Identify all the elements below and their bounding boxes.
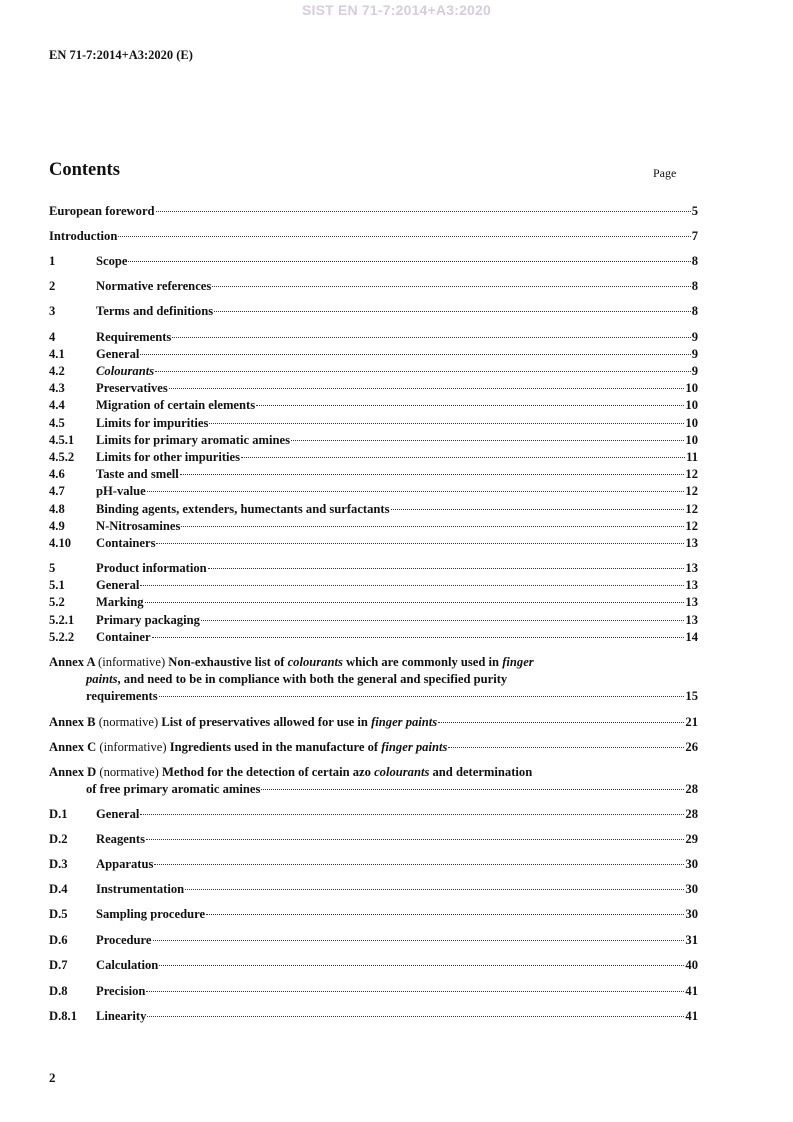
toc-entry-page: 12 — [685, 484, 698, 498]
toc-entry-label: Preservatives — [96, 381, 168, 395]
toc-entry-label: Requirements — [96, 330, 172, 344]
toc-entry-label: Limits for other impurities — [96, 450, 240, 464]
toc-entry-number: D.1 — [49, 807, 68, 821]
toc-entry-label: European foreword — [49, 204, 155, 218]
annex-b-kind: (normative) — [98, 715, 159, 729]
toc-entry-number: 4.4 — [49, 398, 65, 412]
toc-entry-label: Instrumentation — [96, 882, 185, 896]
toc-entry[interactable] — [49, 330, 698, 345]
toc-entry-label: Binding agents, extenders, humectants and surfactants — [96, 502, 390, 516]
leader-dots — [201, 619, 685, 621]
toc-entry-page: 11 — [686, 450, 698, 464]
toc-entry-number: D.3 — [49, 857, 68, 871]
toc-entry-page: 10 — [685, 416, 698, 430]
toc-entry-page: 30 — [685, 907, 698, 921]
annex-d-name: Annex D — [49, 765, 97, 779]
toc-entry[interactable] — [49, 347, 698, 362]
toc-entry-number: D.5 — [49, 907, 68, 921]
annex-a-page: 15 — [685, 689, 698, 703]
toc-entry[interactable] — [49, 857, 698, 872]
leader-dots — [448, 746, 684, 748]
annex-b-title-a: List of preservatives allowed for use in — [161, 715, 372, 729]
toc-entry-label: Procedure — [96, 933, 152, 947]
toc-entry-annex-c[interactable] — [49, 740, 698, 755]
toc-entry-page: 10 — [685, 433, 698, 447]
leader-dots — [152, 636, 685, 638]
toc-entry-page: 12 — [685, 467, 698, 481]
leader-dots — [172, 336, 690, 338]
toc-entry-page: 28 — [685, 807, 698, 821]
toc-entry-page: 31 — [685, 933, 698, 947]
toc-entry-label: Apparatus — [96, 857, 154, 871]
toc-entry[interactable] — [49, 630, 698, 645]
annex-a-title-3: requirements — [86, 689, 158, 703]
toc-entry-page: 13 — [685, 595, 698, 609]
toc-entry-page: 9 — [691, 330, 698, 344]
annex-b-page: 21 — [685, 715, 698, 729]
leader-dots — [147, 1015, 684, 1017]
toc-entry[interactable] — [49, 958, 698, 973]
toc-entry-label: Primary packaging — [96, 613, 200, 627]
toc-entry[interactable] — [49, 204, 698, 219]
annex-b-name: Annex B — [49, 715, 96, 729]
toc-entry-page: 30 — [685, 857, 698, 871]
leader-dots — [180, 473, 685, 475]
toc-entry[interactable] — [49, 595, 698, 610]
toc-entry[interactable] — [49, 561, 698, 576]
toc-entry[interactable] — [49, 536, 698, 551]
leader-dots — [291, 439, 684, 441]
leader-dots — [146, 990, 684, 992]
toc-entry-label: Limits for impurities — [96, 416, 209, 430]
leader-dots — [145, 601, 685, 603]
toc-entry-label: pH-value — [96, 484, 146, 498]
annex-c-title-a: Ingredients used in the manufacture of — [169, 740, 382, 754]
toc-entry-number: 4.6 — [49, 467, 65, 481]
leader-dots — [159, 964, 684, 966]
page-column-label: Page — [653, 166, 677, 180]
toc-entry-page: 8 — [691, 254, 698, 268]
leader-dots — [181, 525, 684, 527]
toc-entry[interactable] — [49, 984, 698, 999]
leader-dots — [154, 863, 684, 865]
toc-entry-number: 4.5 — [49, 416, 65, 430]
toc-entry[interactable] — [49, 807, 698, 822]
toc-entry-page: 10 — [685, 398, 698, 412]
leader-dots — [118, 235, 690, 237]
annex-a-kind: (informative) — [98, 655, 166, 669]
toc-entry[interactable] — [49, 304, 698, 319]
toc-entry-number: 4.2 — [49, 364, 65, 378]
toc-entry-label: Containers — [96, 536, 156, 550]
toc-entry-number: 4.10 — [49, 536, 72, 550]
toc-entry-page: 12 — [685, 502, 698, 516]
toc-entry-number: 4.7 — [49, 484, 65, 498]
leader-dots — [146, 838, 684, 840]
leader-dots — [261, 788, 684, 790]
toc-entry[interactable] — [49, 229, 698, 244]
annex-c-title-b: finger paints — [381, 740, 448, 754]
leader-dots — [212, 285, 690, 287]
leader-dots — [140, 813, 684, 815]
annex-d-kind: (normative) — [99, 765, 159, 779]
annex-d-page: 28 — [685, 782, 698, 796]
leader-dots — [156, 542, 684, 544]
contents-title: Contents — [49, 160, 120, 180]
toc-entry-number: D.8 — [49, 984, 68, 998]
toc-entry[interactable] — [49, 882, 698, 897]
leader-dots — [185, 888, 684, 890]
toc-entry[interactable] — [49, 254, 698, 269]
toc-entry[interactable] — [49, 502, 698, 517]
toc-entry-number: D.8.1 — [49, 1009, 77, 1023]
toc-entry-number: D.6 — [49, 933, 68, 947]
toc-entry-page: 13 — [685, 613, 698, 627]
leader-dots — [147, 490, 685, 492]
toc-entry-number: 4.1 — [49, 347, 65, 361]
annex-a-name: Annex A — [49, 655, 95, 669]
annex-d-title-2: of free primary aromatic amines — [86, 782, 261, 796]
annex-c-name: Annex C — [49, 740, 97, 754]
toc-entry-number: 4.5.2 — [49, 450, 75, 464]
annex-c-page: 26 — [685, 740, 698, 754]
toc-entry-label: Linearity — [96, 1009, 147, 1023]
toc-entry-page: 7 — [691, 229, 698, 243]
toc-entry[interactable] — [49, 467, 698, 482]
annex-d-title-1c: and determination — [429, 765, 533, 779]
leader-dots — [206, 913, 684, 915]
toc-entry-label: Limits for primary aromatic amines — [96, 433, 291, 447]
leader-dots — [159, 695, 685, 697]
annex-a-title-1a: Non-exhaustive list of — [168, 655, 288, 669]
toc-entry-label: Scope — [96, 254, 128, 268]
leader-dots — [153, 939, 685, 941]
leader-dots — [169, 387, 685, 389]
toc-entry-page: 13 — [685, 578, 698, 592]
toc-entry-annex-a[interactable] — [49, 655, 698, 704]
toc-entry-label: Precision — [96, 984, 146, 998]
toc-entry-number: 5 — [49, 561, 56, 575]
toc-entry-page: 8 — [691, 304, 698, 318]
toc-entry-number: 1 — [49, 254, 56, 268]
toc-entry-number: 5.1 — [49, 578, 65, 592]
toc-entry-label: Calculation — [96, 958, 159, 972]
toc-entry-label: General — [96, 347, 140, 361]
leader-dots — [214, 310, 691, 312]
toc-entry-page: 9 — [691, 347, 698, 361]
toc-entry-page: 5 — [691, 204, 698, 218]
leader-dots — [256, 404, 684, 406]
toc-entry-number: 4.3 — [49, 381, 65, 395]
toc-entry[interactable] — [49, 933, 698, 948]
toc-entry-label: General — [96, 807, 140, 821]
toc-entry-label: General — [96, 578, 140, 592]
toc-entry[interactable] — [49, 484, 698, 499]
toc-entry[interactable] — [49, 416, 698, 431]
leader-dots — [438, 721, 684, 723]
toc-entry-number: 4.9 — [49, 519, 65, 533]
leader-dots — [155, 370, 691, 372]
toc-entry-number: 5.2 — [49, 595, 65, 609]
toc-entry[interactable] — [49, 433, 698, 448]
toc-entry-label: Migration of certain elements — [96, 398, 256, 412]
toc-entry[interactable] — [49, 450, 698, 465]
toc-entry[interactable] — [49, 1009, 698, 1024]
toc-entry[interactable] — [49, 832, 698, 847]
leader-dots — [128, 260, 690, 262]
toc-entry-number: 3 — [49, 304, 56, 318]
toc-entry-number: D.7 — [49, 958, 68, 972]
toc-entry-label: Colourants — [96, 364, 155, 378]
toc-entry[interactable] — [49, 381, 698, 396]
toc-entry-label: Terms and definitions — [96, 304, 214, 318]
toc-entry[interactable] — [49, 613, 698, 628]
annex-d-title-1b: colourants — [374, 765, 430, 779]
toc-entry-page: 30 — [685, 882, 698, 896]
toc-entry-label: Product information — [96, 561, 207, 575]
leader-dots — [209, 422, 684, 424]
toc-entry[interactable] — [49, 398, 698, 413]
leader-dots — [208, 567, 685, 569]
toc-entry-label: Introduction — [49, 229, 118, 243]
toc-entry-number: D.4 — [49, 882, 68, 896]
toc-entry-label: Marking — [96, 595, 144, 609]
toc-entry-label: Taste and smell — [96, 467, 179, 481]
toc-entry[interactable] — [49, 519, 698, 534]
toc-entry[interactable] — [49, 578, 698, 593]
annex-d-title-1a: Method for the detection of certain azo — [162, 765, 375, 779]
toc-entry-page: 13 — [685, 561, 698, 575]
toc-entry[interactable] — [49, 279, 698, 294]
toc-entry-number: 4 — [49, 330, 56, 344]
toc-entry-page: 41 — [685, 984, 698, 998]
leader-dots — [241, 456, 685, 458]
toc-entry-number: 4.5.1 — [49, 433, 75, 447]
toc-entry-number: 5.2.2 — [49, 630, 75, 644]
toc-entry-number: 5.2.1 — [49, 613, 75, 627]
toc-entry-page: 8 — [691, 279, 698, 293]
watermark: SIST EN 71-7:2014+A3:2020 — [301, 2, 492, 18]
toc-entry-label: Normative references — [96, 279, 212, 293]
toc-entry-label: Sampling procedure — [96, 907, 206, 921]
toc-entry-page: 12 — [685, 519, 698, 533]
toc-entry-page: 10 — [685, 381, 698, 395]
toc-entry-number: 2 — [49, 279, 56, 293]
annex-c-kind: (informative) — [99, 740, 167, 754]
footer-page-number: 2 — [49, 1070, 56, 1085]
toc-entry[interactable] — [49, 364, 698, 379]
toc-entry-label: Reagents — [96, 832, 145, 846]
toc-entry-page: 9 — [691, 364, 698, 378]
annex-b-title-b: finger paints — [371, 715, 438, 729]
toc-entry[interactable] — [49, 907, 698, 922]
toc-entry-page: 13 — [685, 536, 698, 550]
leader-dots — [140, 353, 690, 355]
annex-a-title-1d: finger — [502, 655, 534, 669]
toc-entry-number: D.2 — [49, 832, 68, 846]
leader-dots — [391, 508, 685, 510]
toc-entry-page: 29 — [685, 832, 698, 846]
toc-entry-label: N-Nitrosamines — [96, 519, 181, 533]
annex-a-title-2a: paints — [86, 672, 118, 686]
toc-entry-page: 40 — [685, 958, 698, 972]
toc-entry-label: Container — [96, 630, 151, 644]
document-id: EN 71-7:2014+A3:2020 (E) — [49, 48, 193, 62]
annex-a-title-1c: which are commonly used in — [342, 655, 503, 669]
toc-entry-annex-b[interactable] — [49, 715, 698, 730]
annex-a-title-2b: , and need to be in compliance with both the general and specified purity — [117, 672, 508, 686]
annex-a-title-1b: colourants — [287, 655, 343, 669]
leader-dots — [156, 210, 691, 212]
toc-entry-annex-d[interactable] — [49, 765, 698, 797]
leader-dots — [140, 584, 684, 586]
toc-entry-number: 4.8 — [49, 502, 65, 516]
toc-entry-page: 14 — [685, 630, 698, 644]
toc-entry-page: 41 — [685, 1009, 698, 1023]
